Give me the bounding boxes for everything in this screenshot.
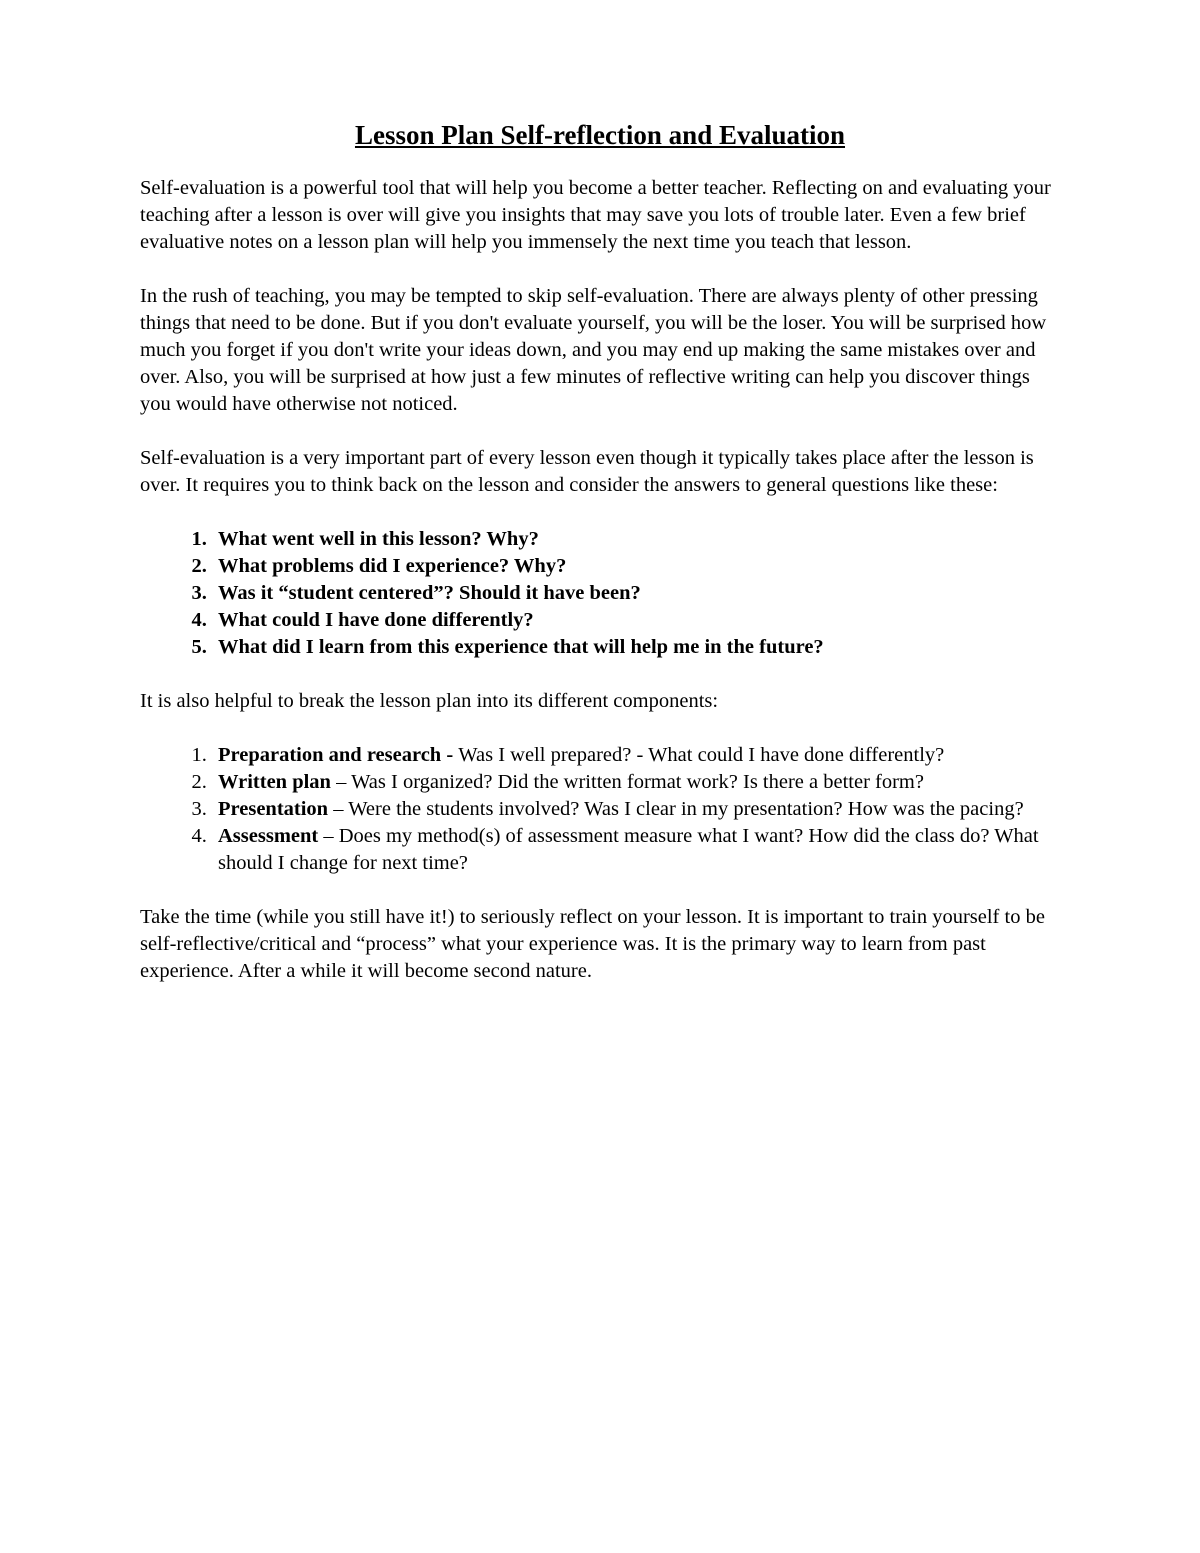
list-item: 5. What did I learn from this experience that will help me in the future? (212, 634, 1060, 661)
components-list (140, 742, 1060, 877)
component-separator: – (330, 771, 352, 794)
component-term: Preparation and research (218, 744, 442, 767)
component-description: Was I well prepared? - What could I have done differently? (458, 744, 945, 767)
component-description: Were the students involved? Was I clear in my presentation? How was the pacing? (348, 798, 1024, 821)
component-separator: - (441, 744, 459, 767)
list-item (212, 796, 1060, 823)
component-term: Assessment (218, 825, 319, 848)
intro-paragraph: Self-evaluation is a powerful tool that will help you become a better teacher. Reflecting on and evaluating your teaching after a lesson is over will give you insights that may save you lots of trouble later. Even a few brief evaluative notes on a lesson plan will help you immensely the next time you teach that lesson. (140, 177, 1051, 254)
questions-list (140, 526, 1060, 661)
list-item: 4. What could I have done differently? (212, 607, 1060, 634)
list-item (212, 823, 1060, 877)
component-term: Written plan (218, 771, 331, 794)
component-description: Was I organized? Did the written format work? Is there a better form? (351, 771, 924, 794)
component-separator: – (328, 798, 349, 821)
list-item (212, 769, 1060, 796)
closing-paragraph: Take the time (while you still have it!) to seriously reflect on your lesson. It is important to train yourself to be self-reflective/critical and “process” what your experience was. It is the primary way to learn from past experience. After a while it will become second nature. (140, 906, 1045, 983)
document-title: Lesson Plan Self-reflection and Evaluation (354, 120, 846, 150)
rush-paragraph: In the rush of teaching, you may be tempted to skip self-evaluation. There are always plenty of other pressing things that need to be done. But if you don't evaluate yourself, you will be the loser. You will be surprised how much you forget if you don't write your ideas down, and you may end up making the same mistakes over and over. Also, you will be surprised at how just a few minutes of reflective writing can help you discover things you would have otherwise not noticed. (140, 285, 1047, 416)
importance-paragraph: Self-evaluation is a very important part of every lesson even though it typically takes place after the lesson is over. It requires you to think back on the lesson and consider the answers to general questions like these: (140, 447, 1034, 497)
list-item: 3. Was it “student centered”? Should it have been? (212, 580, 1060, 607)
component-term: Presentation (218, 798, 329, 821)
component-description: Does my method(s) of assessment measure what I want? How did the class do? What should I change for next time? (218, 825, 1039, 875)
components-intro-paragraph: It is also helpful to break the lesson plan into its different components: (140, 690, 719, 713)
component-separator: – (318, 825, 339, 848)
list-item: 1. What went well in this lesson? Why? (212, 526, 1060, 553)
list-item: 2. What problems did I experience? Why? (212, 553, 1060, 580)
list-item (212, 742, 1060, 769)
